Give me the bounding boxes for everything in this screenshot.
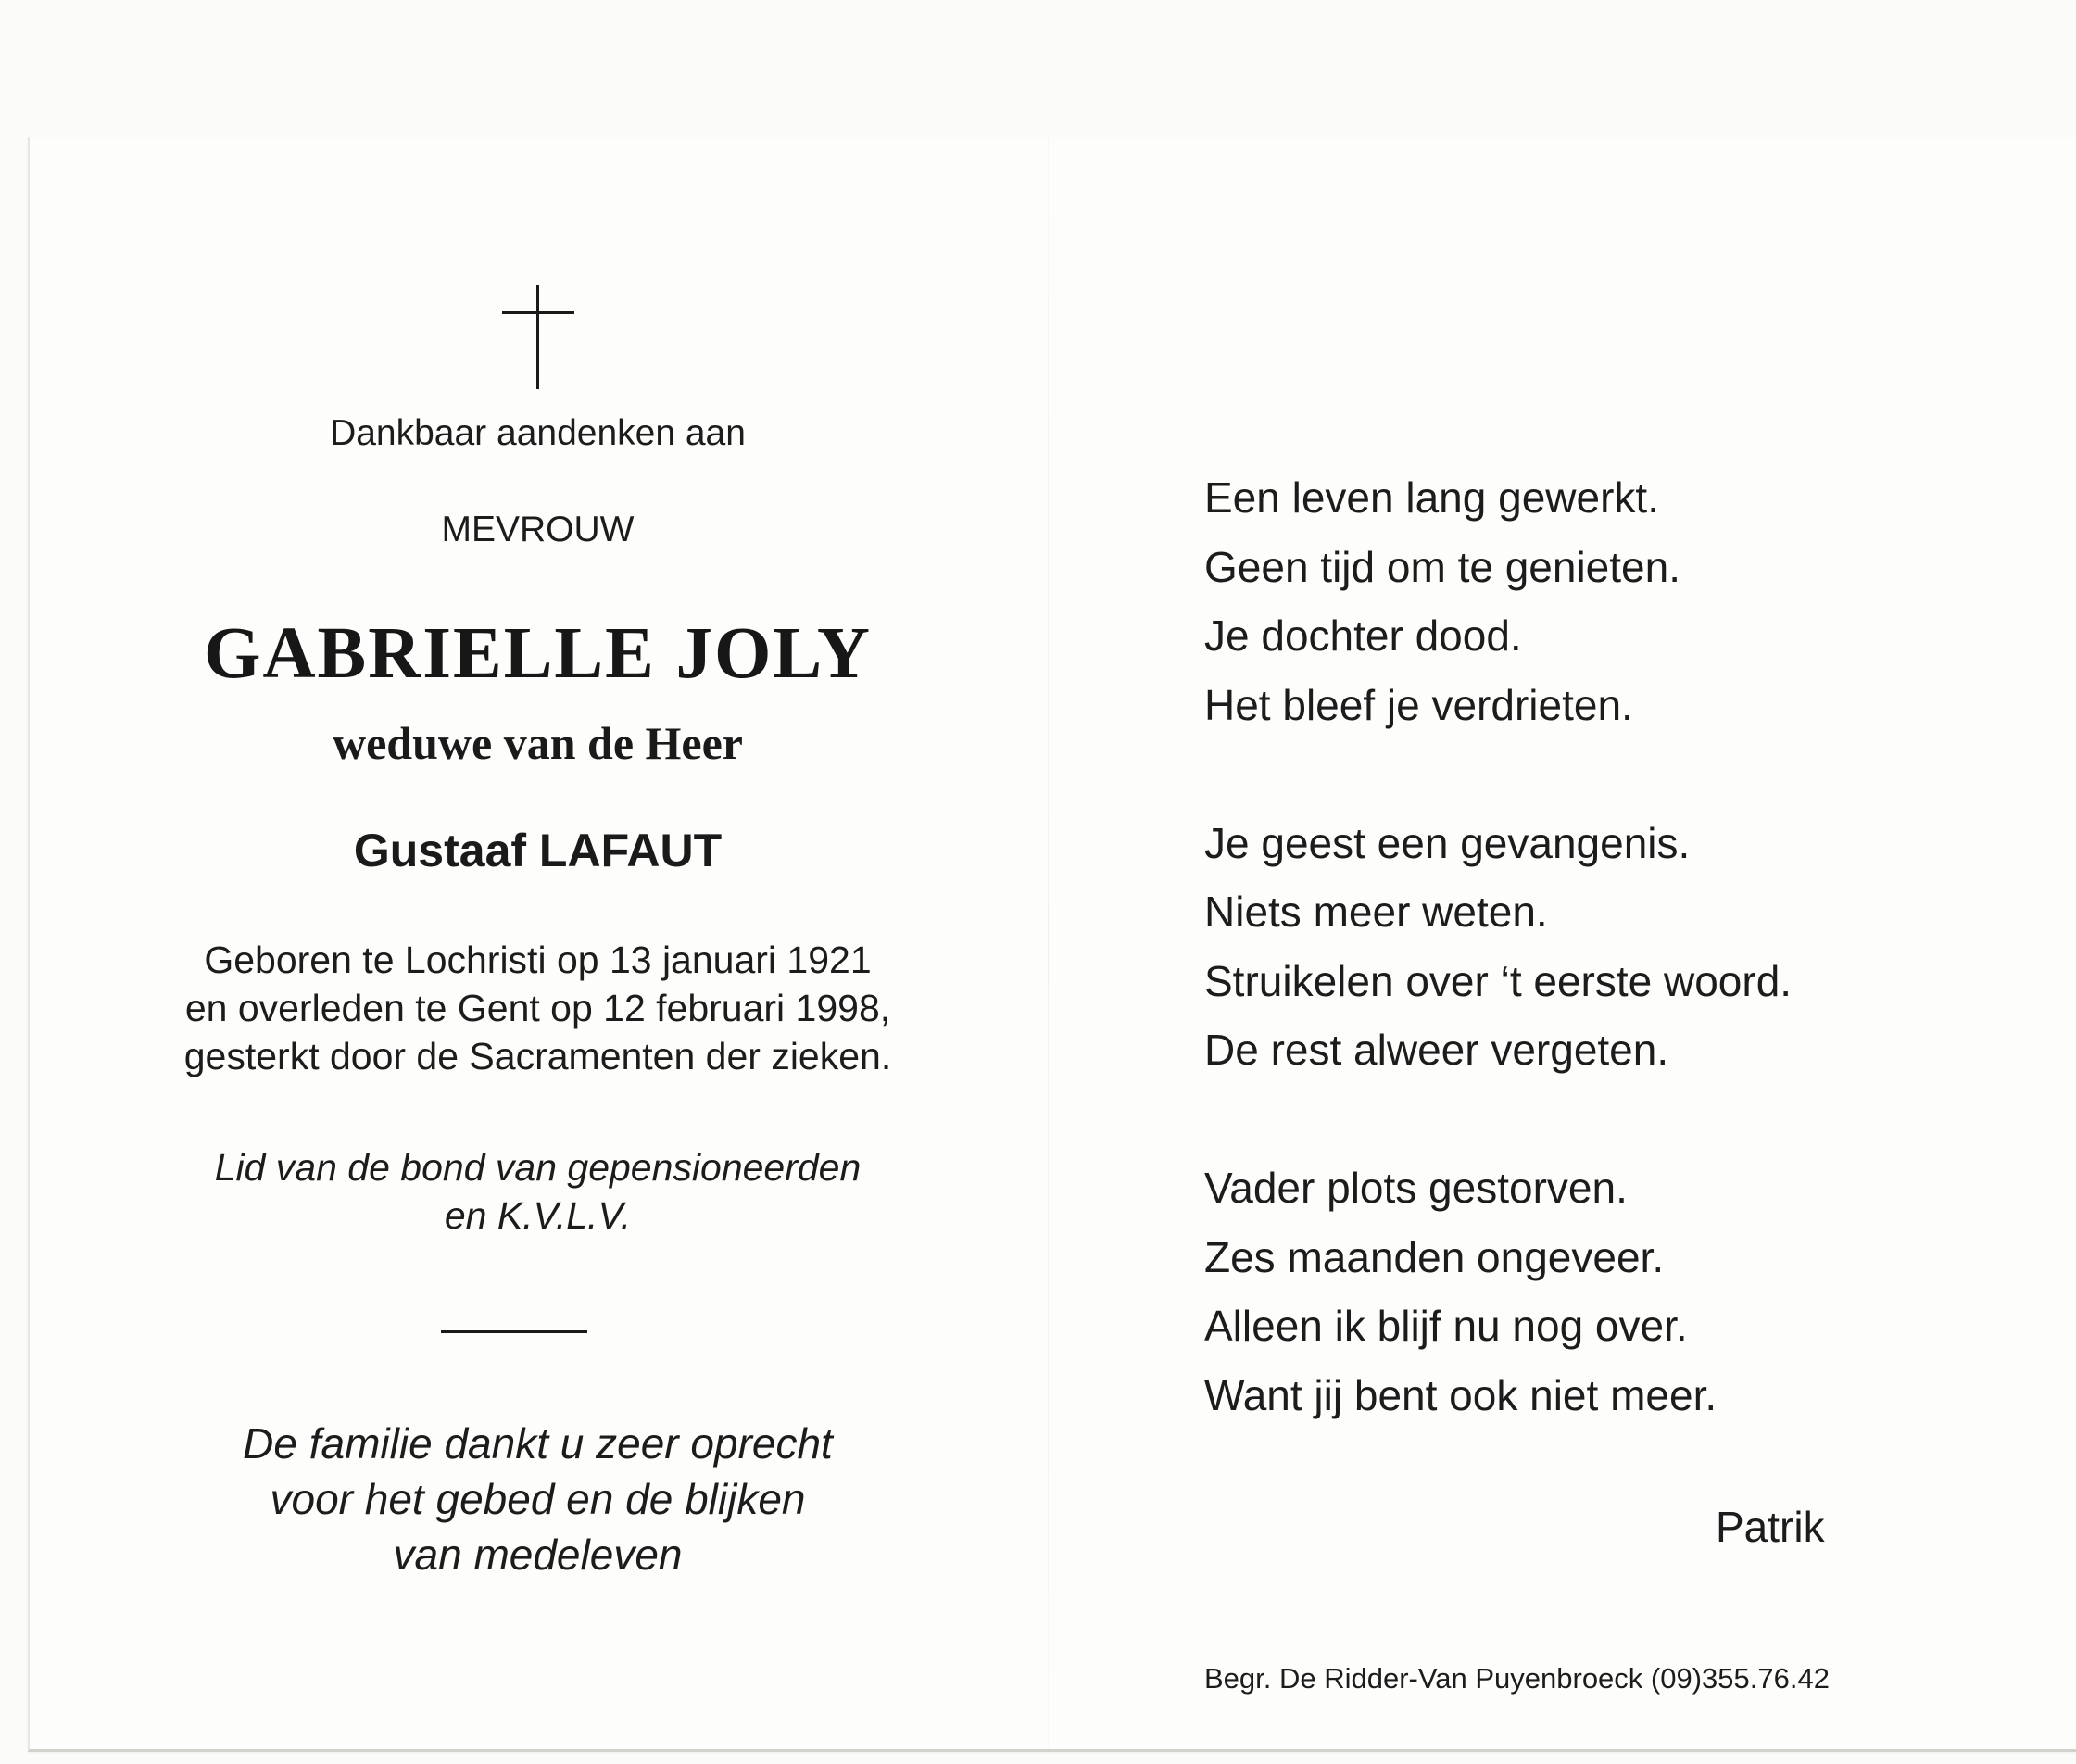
poem-line: Want jij bent ook niet meer. — [1204, 1370, 1717, 1419]
poem-line: Geen tijd om te genieten. — [1204, 542, 1680, 591]
life-line: en overleden te Gent op 12 februari 1998, — [184, 987, 891, 1029]
relation-text: weduwe van de Heer — [333, 717, 743, 769]
thanks-text — [28, 1416, 1048, 1582]
membership-line: Lid van de bond van gepensioneerden — [214, 1146, 862, 1189]
poem — [1204, 463, 1792, 1430]
poem-line: Zes maanden ongeveer. — [1204, 1232, 1665, 1281]
thanks-line: voor het gebed en de blijken — [270, 1475, 806, 1523]
cross-container — [28, 285, 1048, 389]
poem-line: Het bleef je verdrieten. — [1204, 680, 1633, 729]
thanks-line: van medeleven — [393, 1531, 683, 1579]
intro-text: Dankbaar aandenken aan — [330, 413, 746, 453]
poem-stanza — [1204, 809, 1792, 1085]
poem-line: Struikelen over ‘t eerste woord. — [1204, 956, 1793, 1005]
poem-line: Een leven lang gewerkt. — [1204, 473, 1659, 522]
poem-line: Vader plots gestorven. — [1204, 1164, 1628, 1212]
poem-signature: Patrik — [1716, 1503, 1825, 1551]
undertaker-credit: Begr. De Ridder-Van Puyenbroeck (09)355.76.42 — [1204, 1662, 1830, 1695]
deceased-name: GABRIELLE JOLY — [204, 613, 872, 694]
poem-line: Je geest een gevangenis. — [1204, 818, 1691, 867]
cross-icon — [501, 285, 575, 389]
poem-stanza — [1204, 1153, 1792, 1430]
life-line: gesterkt door de Sacramenten der zieken. — [183, 1035, 892, 1077]
divider-rule — [441, 1330, 587, 1333]
poem-line: Alleen ik blijf nu nog over. — [1204, 1302, 1688, 1350]
thanks-line: De familie dankt u zeer oprecht — [243, 1419, 833, 1468]
life-line: Geboren te Lochristi op 13 januari 1921 — [204, 939, 872, 981]
husband-name: Gustaaf LAFAUT — [353, 825, 723, 876]
poem-stanza — [1204, 463, 1792, 739]
card-fold — [1048, 137, 1049, 1749]
membership-details — [28, 1143, 1048, 1240]
title-text: MEVROUW — [441, 510, 635, 549]
poem-line: Je dochter dood. — [1204, 611, 1522, 660]
poem-line: Niets meer weten. — [1204, 888, 1548, 936]
left-panel — [28, 137, 1048, 1749]
poem-line: De rest alweer vergeten. — [1204, 1026, 1669, 1074]
membership-line: en K.V.L.V. — [444, 1194, 632, 1237]
life-details — [28, 936, 1048, 1080]
